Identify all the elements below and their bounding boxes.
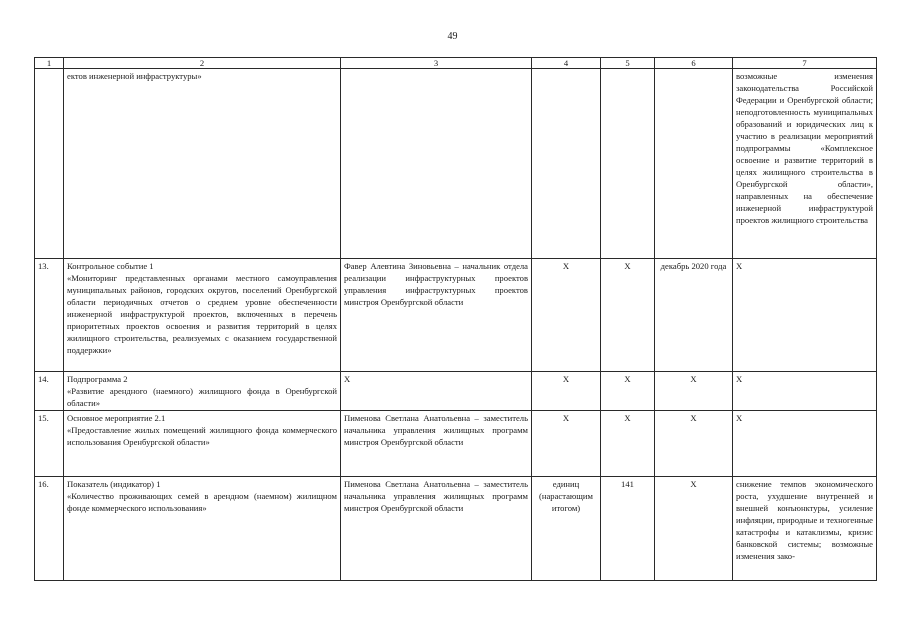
risks-cell: снижение темпов экономического роста, ухудшение внутренней и внешней конъюнктуры, усиление инфляции, природные и техногенные катастрофы и катаклизмы, кризис банковской системы; возможные изменения зако- xyxy=(733,477,877,581)
measure-heading: Основное мероприятие 2.1 xyxy=(67,413,166,423)
value-cell: Х xyxy=(601,411,655,477)
risks-cell: Х xyxy=(733,411,877,477)
table-row xyxy=(35,411,877,477)
header-row xyxy=(35,58,877,69)
row-number xyxy=(35,69,64,259)
deadline-cell xyxy=(655,69,733,259)
header-cell: 3 xyxy=(341,58,532,69)
unit-cell xyxy=(532,69,601,259)
header-cell: 6 xyxy=(655,58,733,69)
unit-cell: Х xyxy=(532,372,601,411)
measure-text: «Количество проживающих семей в арендном (наемном) жилищном фонде коммерческого использования» xyxy=(67,491,337,513)
table-row xyxy=(35,69,877,259)
row-number: 14. xyxy=(35,372,64,411)
measure-cell xyxy=(64,259,341,372)
measure-heading: Показатель (индикатор) 1 xyxy=(67,479,161,489)
header-cell: 4 xyxy=(532,58,601,69)
unit-cell: единиц (нарастающим итогом) xyxy=(532,477,601,581)
risks-cell: возможные изменения законодательства Российской Федерации и Оренбургской области; неподготовленность муниципальных образований и юридических лиц к участию в реализации мероприятий подпрограммы «Комплексное освоение и развитие территорий в целях жилищного строительства в Оренбургской области», направленных на обеспечение инженерной инфраструктурой проектов жилищного строительства xyxy=(733,69,877,259)
table-row xyxy=(35,372,877,411)
unit-cell: Х xyxy=(532,411,601,477)
unit-cell: Х xyxy=(532,259,601,372)
measure-cell xyxy=(64,477,341,581)
risks-cell: Х xyxy=(733,259,877,372)
measure-text: «Развитие арендного (наемного) жилищного фонда в Оренбургской области» xyxy=(67,386,337,408)
header-cell: 2 xyxy=(64,58,341,69)
value-cell: Х xyxy=(601,259,655,372)
responsible-cell xyxy=(341,69,532,259)
responsible-cell: Фавер Алевтина Зиновьевна – начальник отдела реализации инфраструктурных проектов управления инфраструктурных проектов минстроя Оренбургской области xyxy=(341,259,532,372)
deadline-cell: Х xyxy=(655,477,733,581)
header-cell: 1 xyxy=(35,58,64,69)
row-number: 15. xyxy=(35,411,64,477)
report-table xyxy=(34,57,877,581)
value-cell: Х xyxy=(601,372,655,411)
responsible-cell: Пименова Светлана Анатольевна – заместитель начальника управления жилищных программ минстроя Оренбургской области xyxy=(341,477,532,581)
row-number: 16. xyxy=(35,477,64,581)
measure-text: «Предоставление жилых помещений жилищного фонда коммерческого использования Оренбургской области» xyxy=(67,425,337,447)
header-cell: 7 xyxy=(733,58,877,69)
deadline-cell: декабрь 2020 года xyxy=(655,259,733,372)
measure-cell xyxy=(64,372,341,411)
measure-text: «Мониторинг представленных органами местного самоуправления муниципальных районов, городских округов, поселений Оренбургской области периодичных отчетов о среднем уровне обеспеченности инженерной инфраструктурой проектов, включенных в перечень приоритетных проектов освоения и развития территорий в целях жилищного строительства, реализуемых с оказанием государственной поддержки» xyxy=(67,273,337,355)
table-row xyxy=(35,477,877,581)
deadline-cell: Х xyxy=(655,372,733,411)
header-cell: 5 xyxy=(601,58,655,69)
measure-heading: Подпрограмма 2 xyxy=(67,374,128,384)
risks-cell: Х xyxy=(733,372,877,411)
value-cell xyxy=(601,69,655,259)
responsible-cell: Пименова Светлана Анатольевна – заместитель начальника управления жилищных программ минстроя Оренбургской области xyxy=(341,411,532,477)
measure-heading: Контрольное событие 1 xyxy=(67,261,154,271)
measure-cell xyxy=(64,411,341,477)
deadline-cell: Х xyxy=(655,411,733,477)
page-number: 49 xyxy=(447,31,458,42)
row-number: 13. xyxy=(35,259,64,372)
table-row xyxy=(35,259,877,372)
measure-text: ектов инженерной инфраструктуры» xyxy=(67,71,202,81)
measure-cell xyxy=(64,69,341,259)
responsible-cell: Х xyxy=(341,372,532,411)
value-cell: 141 xyxy=(601,477,655,581)
